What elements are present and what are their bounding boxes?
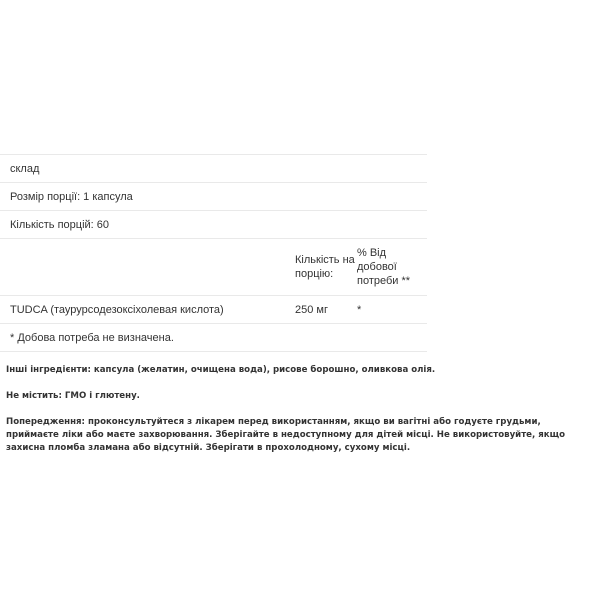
ingredient-amount: 250 мг (295, 303, 328, 316)
product-notes (6, 364, 596, 468)
table-header (0, 238, 427, 295)
supplement-facts-table (0, 154, 427, 352)
facts-title (0, 154, 427, 182)
serving-size: Розмір порції: 1 капсула (10, 190, 133, 203)
facts-title-text: склад (10, 162, 40, 175)
free-of: Не містить: ГМО і глютену. (6, 391, 140, 401)
serving-size-row (0, 182, 427, 210)
servings-row (0, 210, 427, 238)
servings-per-container: Кількість порцій: 60 (10, 218, 110, 231)
ingredient-daily-value: * (357, 303, 362, 316)
other-ingredients: Інші інгредієнти: капсула (желатин, очищена вода), рисове борошно, оливкова олія. (6, 365, 436, 375)
footnote-row (0, 323, 427, 352)
warning: Попередження: проконсультуйтеся з лікарем перед використанням, якщо ви вагітні або годуєте грудьми, приймаєте ліки або маєте захворювання. Зберігайте в недоступному для дітей місці. Не використовуйте, якщо захисна пломба зламана або відсутній. Зберігати в прохолодному, сухому місці. (6, 417, 566, 453)
table-row (0, 295, 427, 323)
footnote: * Добова потреба не визначена. (10, 331, 174, 344)
header-daily-value: % Від добової потреби ** (357, 247, 411, 287)
header-amount: Кількість на порцію: (295, 254, 355, 280)
ingredient-name: TUDCA (таурурсодезоксіхолевая кислота) (10, 303, 224, 316)
